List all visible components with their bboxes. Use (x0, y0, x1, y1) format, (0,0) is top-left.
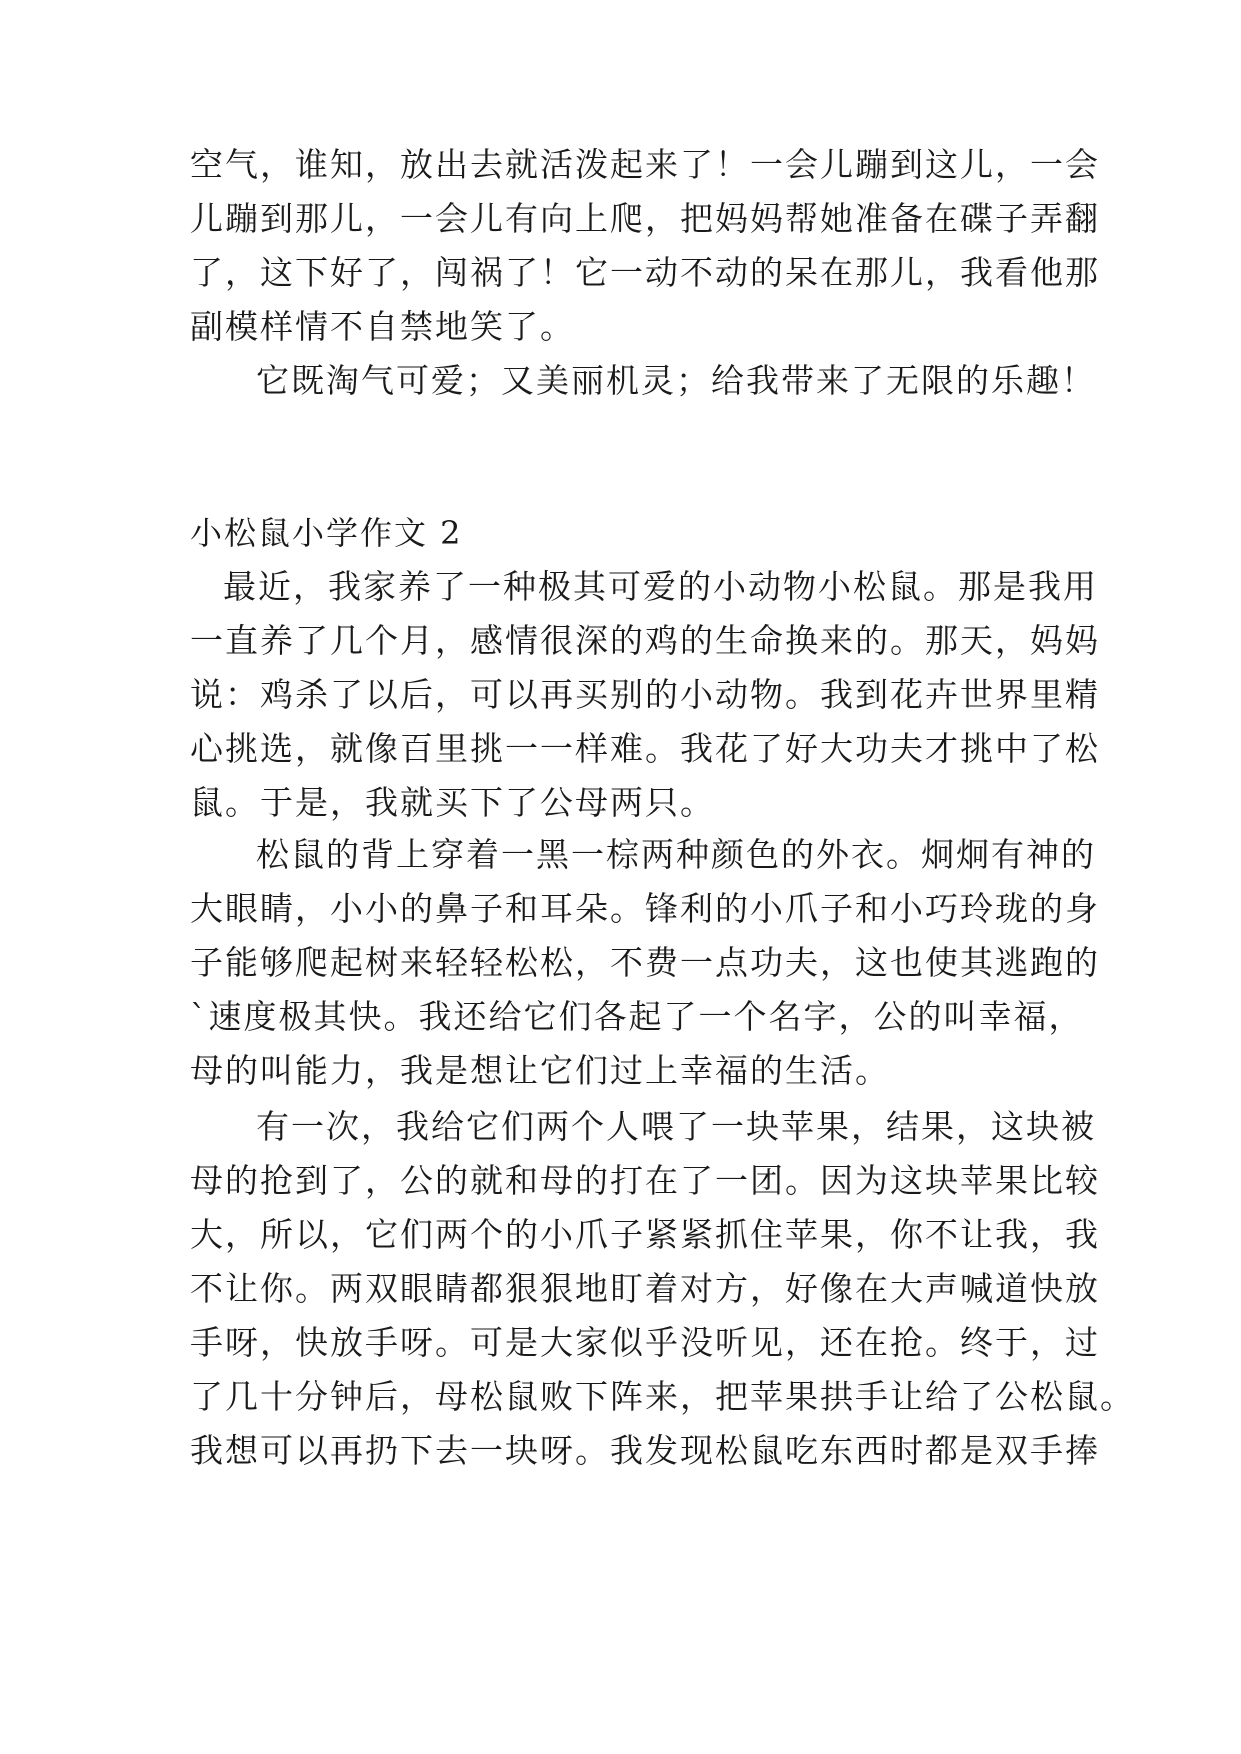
paragraph-3-line-4: 心挑选，就像百里挑一一样难。我花了好大功夫才挑中了松 (190, 729, 1100, 768)
paragraph-3-line-5: 鼠。于是，我就买下了公母两只。 (190, 783, 715, 822)
paragraph-5-line-7: 我想可以再扔下去一块呀。我发现松鼠吃东西时都是双手捧 (190, 1431, 1100, 1470)
paragraph-2 (190, 354, 1096, 408)
paragraph-1-line-3: 了，这下好了，闯祸了！它一动不动的呆在那儿，我看他那 (190, 253, 1100, 292)
paragraph-2-line-1: 它既淘气可爱；又美丽机灵；给我带来了无限的乐趣！ (256, 361, 1096, 400)
paragraph-5-line-1: 有一次，我给它们两个人喂了一块苹果，结果，这块被 (256, 1107, 1096, 1146)
paragraph-3-line-2: 一直养了几个月，感情很深的鸡的生命换来的。那天，妈妈 (190, 621, 1100, 660)
paragraph-4-line-5: 母的叫能力，我是想让它们过上幸福的生活。 (190, 1051, 890, 1090)
paragraph-1-line-1: 空气，谁知，放出去就活泼起来了！一会儿蹦到这儿，一会 (190, 145, 1100, 184)
paragraph-5 (190, 1100, 1135, 1478)
paragraph-5-line-2: 母的抢到了，公的就和母的打在了一团。因为这块苹果比较 (190, 1161, 1100, 1200)
paragraph-1 (190, 138, 1100, 354)
paragraph-5-line-6: 了几十分钟后，母松鼠败下阵来，把苹果拱手让给了公松鼠。 (190, 1377, 1135, 1416)
paragraph-5-line-4: 不让你。两双眼睛都狠狠地盯着对方，好像在大声喊道快放 (190, 1269, 1100, 1308)
paragraph-4-line-4: `速度极其快。我还给它们各起了一个名字，公的叫幸福， (190, 997, 1084, 1036)
paragraph-3 (190, 560, 1100, 830)
paragraph-5-line-3: 大，所以，它们两个的小爪子紧紧抓住苹果，你不让我，我 (190, 1215, 1100, 1254)
paragraph-3-line-3: 说：鸡杀了以后，可以再买别的小动物。我到花卉世界里精 (190, 675, 1100, 714)
paragraph-1-line-2: 儿蹦到那儿，一会儿有向上爬，把妈妈帮她准备在碟子弄翻 (190, 199, 1100, 238)
section-title: 小松鼠小学作文 2 (190, 514, 463, 552)
paragraph-3-line-1: 最近，我家养了一种极其可爱的小动物小松鼠。那是我用 (223, 567, 1098, 606)
paragraph-4-line-3: 子能够爬起树来轻轻松松，不费一点功夫，这也使其逃跑的 (190, 943, 1100, 982)
paragraph-4-line-1: 松鼠的背上穿着一黑一棕两种颜色的外衣。炯炯有神的 (256, 835, 1096, 874)
paragraph-4 (190, 828, 1100, 1098)
paragraph-1-line-4: 副模样情不自禁地笑了。 (190, 307, 575, 346)
paragraph-5-line-5: 手呀，快放手呀。可是大家似乎没听见，还在抢。终于，过 (190, 1323, 1100, 1362)
paragraph-4-line-2: 大眼睛，小小的鼻子和耳朵。锋利的小爪子和小巧玲珑的身 (190, 889, 1100, 928)
